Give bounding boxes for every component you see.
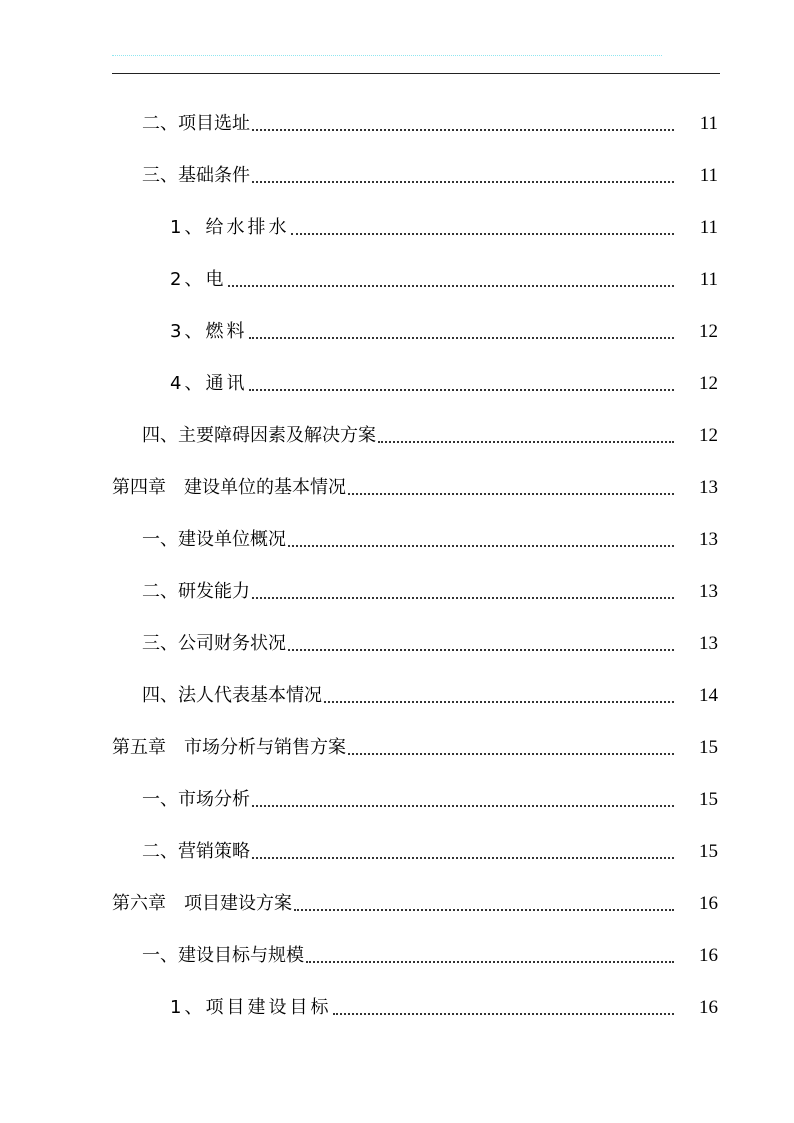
toc-page-number: 12 [699, 373, 718, 394]
header-decorative-line [112, 55, 662, 56]
toc-entry[interactable] [142, 839, 718, 865]
toc-page-number: 14 [699, 685, 718, 706]
toc-page-number: 15 [699, 841, 718, 862]
toc-chapter-entry[interactable] [112, 891, 718, 917]
toc-leader-dots [249, 389, 674, 391]
toc-entry[interactable] [142, 787, 718, 813]
toc-page-number: 11 [699, 165, 718, 186]
toc-page-number: 12 [699, 321, 718, 342]
toc-page-number: 11 [699, 113, 718, 134]
toc-entry[interactable] [142, 683, 718, 709]
toc-entry[interactable] [142, 527, 718, 553]
toc-entry-label: 四、主要障碍因素及解决方案 [142, 425, 376, 446]
toc-leader-dots [333, 1013, 674, 1015]
toc-entry-label: 二、营销策略 [142, 841, 250, 862]
toc-page-number: 12 [699, 425, 718, 446]
toc-entry-label: 一、市场分析 [142, 789, 250, 810]
toc-page-number: 15 [699, 737, 718, 758]
toc-page-number: 16 [699, 997, 718, 1018]
toc-entry-label: 第五章 市场分析与销售方案 [112, 737, 346, 758]
toc-entry[interactable] [170, 995, 718, 1021]
toc-leader-dots [348, 753, 674, 755]
toc-entry-label: 第六章 项目建设方案 [112, 893, 292, 914]
toc-page-number: 16 [699, 945, 718, 966]
toc-leader-dots [249, 337, 674, 339]
header-rule [112, 73, 720, 74]
toc-entry[interactable] [142, 423, 718, 449]
toc-entry-label: 2、电 [170, 269, 227, 290]
toc-entry-label: 一、建设单位概况 [142, 529, 286, 550]
toc-entry-label: 二、研发能力 [142, 581, 250, 602]
toc-entry[interactable] [170, 319, 718, 345]
toc-page-number: 13 [699, 477, 718, 498]
toc-entry-label: 三、公司财务状况 [142, 633, 286, 654]
toc-entry-label: 一、建设目标与规模 [142, 945, 304, 966]
toc-entry[interactable] [142, 111, 718, 137]
toc-entry-label: 第四章 建设单位的基本情况 [112, 477, 346, 498]
toc-entry-label: 四、法人代表基本情况 [142, 685, 322, 706]
toc-page-number: 15 [699, 789, 718, 810]
toc-entry[interactable] [170, 267, 718, 293]
toc-leader-dots [291, 233, 674, 235]
toc-entry-label: 三、基础条件 [142, 165, 250, 186]
toc-entry-label: 4、通讯 [170, 373, 248, 394]
toc-page-number: 13 [699, 633, 718, 654]
toc-leader-dots [252, 181, 674, 183]
toc-leader-dots [252, 129, 674, 131]
toc-chapter-entry[interactable] [112, 735, 718, 761]
toc-entry-label: 二、项目选址 [142, 113, 250, 134]
toc-page-number: 13 [699, 529, 718, 550]
toc-entry[interactable] [142, 943, 718, 969]
toc-leader-dots [252, 857, 674, 859]
toc-entry-label: 1、项目建设目标 [170, 997, 332, 1018]
toc-leader-dots [228, 285, 674, 287]
toc-leader-dots [324, 701, 674, 703]
toc-entry[interactable] [142, 163, 718, 189]
toc-leader-dots [252, 805, 674, 807]
toc-page-number: 16 [699, 893, 718, 914]
toc-entry-label: 3、燃料 [170, 321, 248, 342]
toc-page-number: 11 [699, 217, 718, 238]
toc-leader-dots [294, 909, 674, 911]
toc-page-number: 11 [699, 269, 718, 290]
toc-chapter-entry[interactable] [112, 475, 718, 501]
toc-entry[interactable] [170, 371, 718, 397]
toc-entry-label: 1、给水排水 [170, 217, 290, 238]
toc-leader-dots [288, 545, 674, 547]
toc-page-number: 13 [699, 581, 718, 602]
toc-leader-dots [348, 493, 674, 495]
toc-leader-dots [378, 441, 674, 443]
toc-entry[interactable] [170, 215, 718, 241]
toc-leader-dots [252, 597, 674, 599]
toc-entry[interactable] [142, 631, 718, 657]
toc-leader-dots [306, 961, 674, 963]
toc-leader-dots [288, 649, 674, 651]
toc-entry[interactable] [142, 579, 718, 605]
